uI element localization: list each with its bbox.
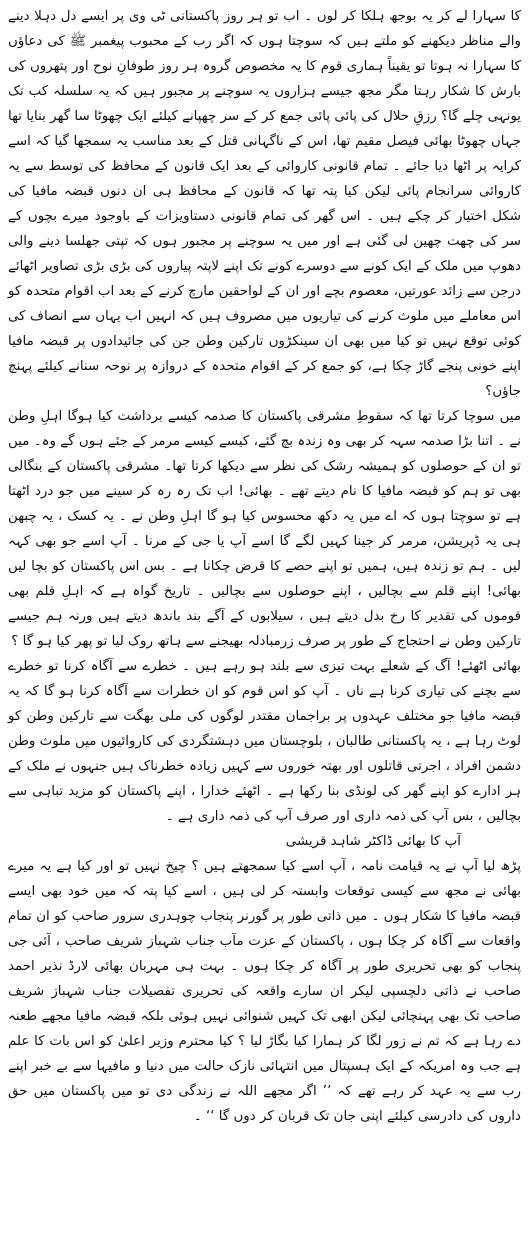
article-paragraph-1: کا سہارا لے کر یہ بوجھ ہلکا کر لوں ۔ اب تو ہر روز پاکستانی ٹی وی پر ایسے دل دہلا دینے والے مناظر دیکھنے کو ملتے ہیں کہ سوچتا ہوں کہ اگر رب کے محبوب پیغمبر ﷺ کی دعاؤں کا سہارا نہ ہوتا تو یقیناً ہماری قوم کا یہ مخصوص گروہ ہر روز طوفانِ نوح اور پتھروں کی بارش کا شکار رہتا مگر مجھ جیسے ہزاروں یہ سوچنے پر مجبور ہیں کہ یہ سلسلہ کب تک یونہی چلے گا؟ رزقِ حلال کی پائی پائی جمع کر کے سر چھپانے کیلئے ایک چھوٹا سا گھر بنایا تھا جہاں چھوٹا بھائی فیصل مقیم تھا، اس کے ناگہانی قتل کے بعد مناسب یہ سمجھا گیا کہ اسے کرایہ پر اٹھا دیا جائے ۔ تمام قانونی کاروائی کے بعد ایک قانون کے محافظ کی توسط سے یہ کاروائی سرانجام پائی لیکن کیا پتہ تھا کہ قانون کے محافظ ہی ان دنوں قبضہ مافیا کی شکل اختیار کر چکے ہیں ۔ اس گھر کی تمام قانونی دستاویزات کے باوجود میرے بچوں کے سر کی چھت چھین لی گئی ہے اور میں یہ سوچنے پر مجبور ہوں کہ تپتی جھلسا دینے والی دھوپ میں ملک کے ایک کونے سے دوسرے کونے تک اپنے لاپتہ پیاروں کی بڑی بڑی تصاویر اٹھائے درجن سے زائد عورتیں، معصوم بچے اور ان کے لواحقین مارچ کرنے کے بعد اب اقوام متحدہ کو اس معاملے میں ملوث کرنے کی تیاریوں میں مصروف ہیں کہ انہیں اب یہاں سے انصاف کی کوئی توقع نہیں تو کیا میں بھی ان سینکڑوں تارکین وطن جن کی جائیدادوں پر قبضہ مافیا اپنے خونی پنجے گاڑ چکا ہے، کو جمع کر کے اقوام متحدہ کے دروازہ پر نوحہ سنانے کیلئے پہنچ جاؤں؟ xyxy=(8,9,521,399)
article-paragraph-3: بھائی اٹھئے! آگ کے شعلے بہت تیزی سے بلند ہو رہے ہیں ۔ خطرے سے آگاہ کرنا تو خطرے سے بچنے کی تیاری کرنا ہے ناں ۔ آپ کو اس قوم کو ان خطرات سے آگاہ کرنا ہو گا کہ یہ قبضہ مافیا جو مختلف عہدوں پر براجمان مقتدر لوگوں کی ملی بھگت سے تارکین وطن کو لوٹ رہا ہے ، یہ پاکستانی طالبان ، بلوچستان میں دہشتگردی کی کاروائیوں میں ملوث وطن دشمن افراد ، اجرتی قاتلوں اور بھتہ خوروں سے کہیں زیادہ خطرناک ہیں جنہوں نے ملک کے ہر ادارے کو اپنے گھر کی لونڈی بنا رکھا ہے ۔ اٹھئے خدارا ، اپنے پاکستان کو مزید تباہی سے بچالیں ، بس آپ کی ذمہ داری اور صرف آپ کی ذمہ داری ہے ۔ xyxy=(8,659,521,824)
letter-signature: آپ کا بھائی ڈاکٹر شاہد قریشی xyxy=(285,834,461,849)
article-paragraph-2: میں سوچا کرتا تھا کہ سقوطِ مشرقی پاکستان کا صدمہ کیسے برداشت کیا ہوگا اہلِ وطن نے ۔ اتنا بڑا صدمہ سہہ کر بھی وہ زندہ بچ گئے، کیسے کیسے مرمر کے جئے ہوں گے وہ۔ میں تو ان کے حوصلوں کو ہمیشہ رشک کی نظر سے دیکھا کرتا تھا۔ مشرقی پاکستان کے بنگالی بھی تو ہم کو قبضہ مافیا کا نام دیتے تھے ۔ بھائی! اب تک رہ رہ کر سینے میں جو درد اٹھتا ہے تو سوچتا ہوں کہ اے میں یہ دکھ محسوس کیا ہو گا اہلِ وطن نے ۔ یہ کسک ، یہ چبھن ہی یہ ڈپریشن، مرمر کر جینا کہیں لگے گا اسے آپ یا جی کے مرنا ۔ آپ اسے جو بھی کہہ لیں ۔ ہم تو زندہ ہیں، ہمیں تو اپنے حصے کا قرض چکانا ہے ۔ بس اس پاکستان کو بچا لیں بھائی! اپنے قلم سے بچالیں ، اپنے حوصلوں سے بچالیں ۔ تاریخ گواہ ہے کہ اہلِ قلم بھی قوموں کی تقدیر کا رخ بدل دیتے ہیں ، سیلابوں کے آگے بند باندھ دیتے ہیں ورنہ ہم جیسے تارکین وطن نے احتجاج کے طور پر صرف زرمبادلہ بھیجنے سے ہاتھ روک لیا تو پھر کیا ہو گا ؟ xyxy=(8,409,521,649)
article-paragraph-4: پڑھ لیا آپ نے یہ قیامت نامہ ، آپ اسے کیا سمجھتے ہیں ؟ چیخ نہیں تو اور کیا ہے یہ میرے بھائی نے مجھ سے کیسی توقعات وابستہ کر لی ہیں ، اسے کیا پتہ کہ میں خود بھی ایسے قبضہ مافیا کا شکار ہوں ۔ میں ذاتی طور پر گورنر پنجاب چوہدری سرور صاحب کو ان تمام واقعات سے آگاہ کر چکا ہوں ، پاکستان کے عزت مآب جناب شہباز شریف صاحب ، آئی جی پنجاب کو بھی تحریری طور پر آگاہ کر چکا ہوں ۔ بہت ہی مہربان بھائی لارڈ نذیر احمد صاحب نے ذاتی دلچسپی لیکر ان سارے واقعہ کی تحریری تفصیلات جناب شہباز شریف صاحب تک بھی پہنچائی لیکن ابھی تک کہیں شنوائی نہیں ہوئی بلکہ قبضہ مافیا مجھے طعنہ دے رہا ہے کہ تم نے زور لگا کر ہمارا کیا بگاڑ لیا ؟ کیا محترم وزیر اعلیٰ کو اس بات کا علم ہے جب وہ امریکہ کے ایک ہسپتال میں انتہائی نازک حالت میں دنیا و مافیہا سے بے خبر اپنے رب سے یہ عہد کر رہے تھے کہ ’’ اگر مجھے اللہ نے زندگی دی تو میں پاکستان میں حق داروں کی دادرسی کیلئے اپنی جان تک قربان کر دوں گا ‘‘ ۔ xyxy=(8,859,521,1124)
